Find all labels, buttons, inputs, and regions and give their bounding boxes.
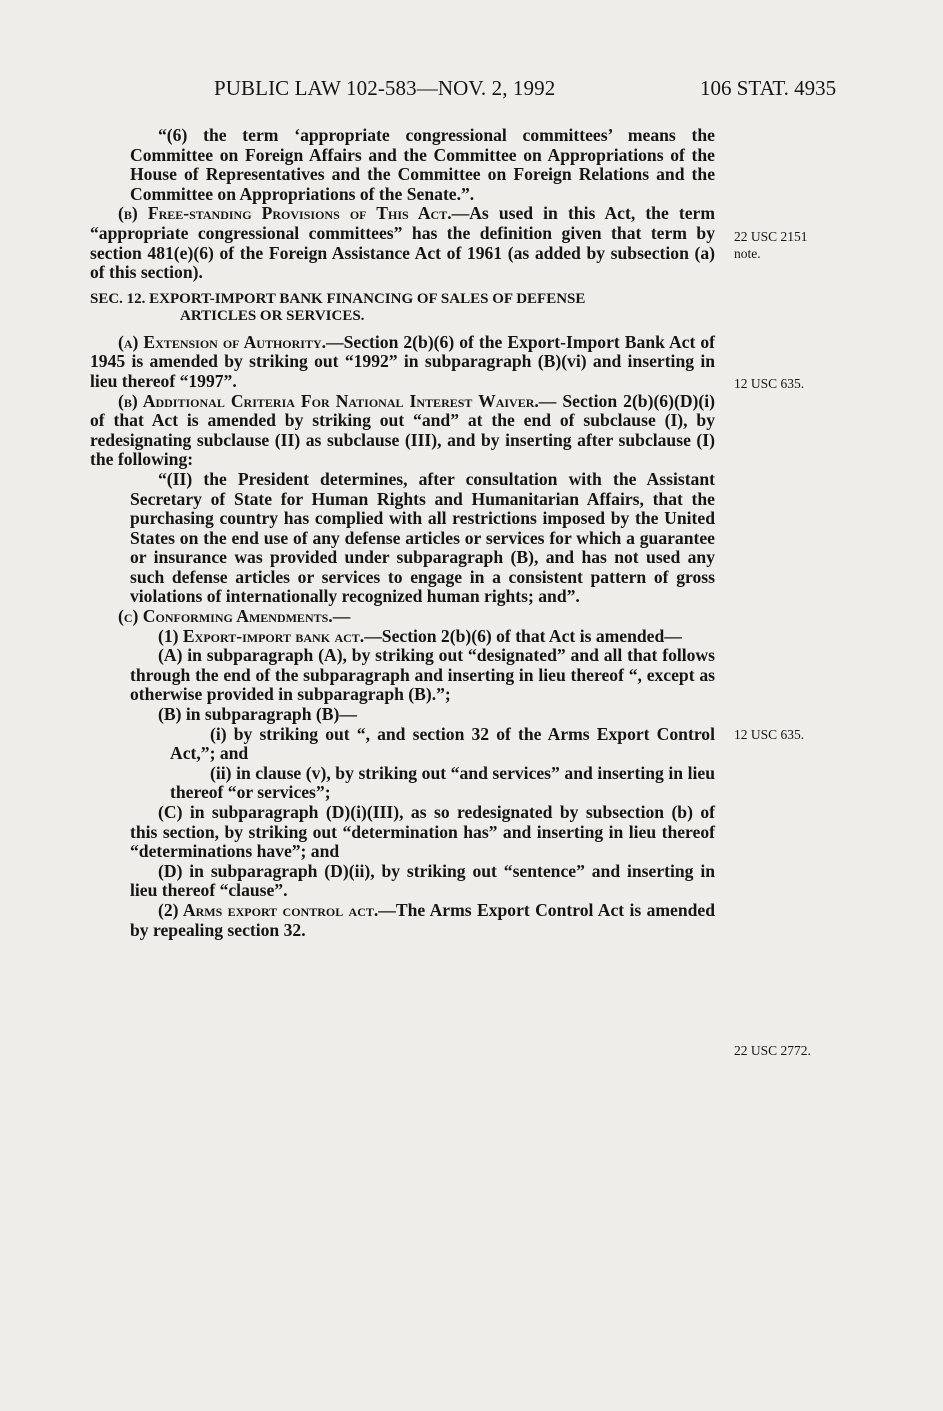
paragraph-label: (b) Free-standing Provisions of This Act. xyxy=(118,203,452,224)
paragraph-text: —Section 2(b)(6) of that Act is amended— xyxy=(364,625,682,646)
paragraph-label: (c) Conforming Amendments. xyxy=(118,606,333,627)
paragraph-subparagraph-c: (C) in subparagraph (D)(i)(III), as so redesignated by subsection (b) of this section, by striking out “determination has” and inserting in lieu thereof “determinations have”; and xyxy=(130,802,715,862)
section-heading-line2: ARTICLES OR SERVICES. xyxy=(180,307,365,324)
margin-note-usc-635-a: 12 USC 635. xyxy=(734,376,805,391)
body-text xyxy=(90,126,715,940)
paragraph-subparagraph-d: (D) in subparagraph (D)(ii), by striking out “sentence” and inserting in lieu thereof “clause”. xyxy=(130,860,715,901)
paragraph-text: —Section 2(b)(6) of the Export-Import Bank Act of 1945 is amended by striking out “1992” in subparagraph (B)(vi) and inserting in lieu thereof “1997”. xyxy=(90,331,716,391)
paragraph-free-standing xyxy=(90,204,715,282)
paragraph-conforming-amendments xyxy=(90,607,715,627)
margin-note-usc-2151 xyxy=(734,228,808,262)
paragraph-text: — xyxy=(332,606,351,627)
paragraph-extension-authority xyxy=(90,333,715,392)
paragraph-definition: “(6) the term ‘appropriate congressional committees’ means the Committee on Foreign Affairs and the Committee on Appropriations of the House of Representatives and the Committee on Foreign Relations and the Committee on Appropriations of the Senate.”. xyxy=(130,125,715,204)
margin-note-line: 22 USC 2151 xyxy=(734,229,808,244)
paragraph-subparagraph-a: (A) in subparagraph (A), by striking out “designated” and all that follows through the end of the subparagraph and inserting in lieu thereof “, except as otherwise provided in subparagraph (B).”; xyxy=(130,645,715,705)
paragraph-export-import-bank-act xyxy=(90,627,715,647)
paragraph-arms-export-control-act xyxy=(90,901,715,940)
paragraph-text: —The Arms Export Control Act is amended by repealing section 32. xyxy=(130,899,716,940)
paragraph-clause-i: (i) by striking out “, and section 32 of the Arms Export Control Act,”; and xyxy=(170,723,715,764)
paragraph-subparagraph-b: (B) in subparagraph (B)— xyxy=(158,704,357,725)
margin-note-usc-2772: 22 USC 2772. xyxy=(734,1043,811,1058)
header-stat-page: 106 STAT. 4935 xyxy=(700,76,837,100)
section-heading-line1: SEC. 12. EXPORT-IMPORT BANK FINANCING OF SALES OF DEFENSE xyxy=(90,290,586,307)
paragraph-text: —As used in this Act, the term “appropriate congressional committees” has the definition given that term by section 481(e)(6) of the Foreign Assistance Act of 1961 (as added by subsection (a) of this section). xyxy=(90,203,715,283)
paragraph-additional-criteria xyxy=(90,392,715,470)
margin-note-line: note. xyxy=(734,246,761,261)
margin-note-usc-635-b: 12 USC 635. xyxy=(734,727,805,742)
section-heading xyxy=(90,291,715,325)
paragraph-label: (1) Export-import bank act. xyxy=(158,625,365,646)
header-citation: PUBLIC LAW 102-583—NOV. 2, 1992 xyxy=(214,76,556,100)
paragraph-text: — Section 2(b)(6)(D)(i) of that Act is amended by striking out “and” at the end of subclause (I), by redesignating subclause (II) as subclause (III), and by inserting after subclause (I) the following: xyxy=(90,390,715,470)
paragraph-clause-ii: (ii) in clause (v), by striking out “and services” and inserting in lieu thereof “or services”; xyxy=(170,762,715,803)
paragraph-label: (b) Additional Criteria For National Interest Waiver. xyxy=(118,390,539,411)
paragraph-label: (a) Extension of Authority. xyxy=(118,331,327,352)
page-header xyxy=(0,76,943,108)
paragraph-label: (2) Arms export control act. xyxy=(158,899,379,920)
paragraph-president-determines: “(II) the President determines, after consultation with the Assistant Secretary of State for Human Rights and Humanitarian Affairs, that the purchasing country has complied with all restrictions imposed by the United States on the end use of any defense articles or services for which a guarantee or insurance was provided under subparagraph (B), and has not used any such defense articles or services to engage in a consistent pattern of gross violations of internationally recognized human rights; and”. xyxy=(130,468,715,607)
